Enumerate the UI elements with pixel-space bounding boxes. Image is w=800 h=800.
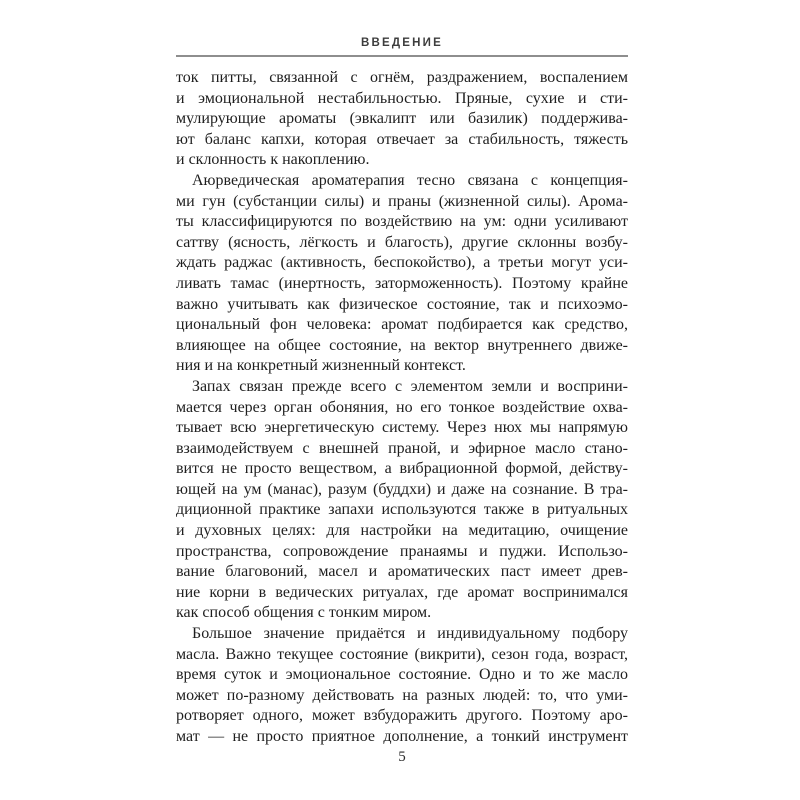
text-line: ющей на ум (манас), разум (буддхи) и даже на сознание. В тра- bbox=[176, 480, 628, 498]
running-head: ВВЕДЕНИЕ bbox=[361, 37, 443, 49]
text-line: время суток и эмоциональное состояние. Одно и то же масло bbox=[176, 666, 628, 684]
text-line: вание благовоний, масел и ароматических паст имеет древ- bbox=[176, 563, 628, 581]
text-line: саттву (ясность, лёгкость и благость), другие склонны возбу- bbox=[176, 233, 628, 251]
text-line: тывает всю энергетическую систему. Через нюх мы напрямую bbox=[176, 419, 628, 437]
text-line: ют баланс капхи, которая отвечает за стабильность, тяжесть bbox=[176, 130, 628, 148]
text-line: пространства, сопровождение пранаямы и пуджи. Использо- bbox=[176, 542, 628, 560]
text-line: ливать тамас (инертность, заторможенность). Поэтому крайне bbox=[176, 274, 628, 292]
text-line: диционной практике запахи используются также в ритуальных bbox=[176, 501, 628, 519]
text-line: вится не просто веществом, а вибрационной формой, действу- bbox=[176, 460, 628, 478]
text-line: как способ общения с тонким миром. bbox=[176, 604, 432, 622]
text-line: Запах связан прежде всего с элементом земли и восприни- bbox=[192, 377, 628, 395]
text-line: мат — не просто приятное дополнение, а тонкий инструмент bbox=[176, 728, 628, 745]
paragraph bbox=[176, 171, 628, 377]
paragraph bbox=[176, 377, 628, 624]
text-line: и склонность к накоплению. bbox=[176, 151, 370, 169]
body-text bbox=[176, 68, 628, 748]
text-line: ние корни в ведических ритуалах, где аромат воспринимался bbox=[176, 583, 628, 601]
header-rule bbox=[176, 55, 628, 57]
text-line: ми гун (субстанции силы) и праны (жизненной силы). Арома- bbox=[176, 192, 628, 210]
text-line: Аюрведическая ароматерапия тесно связана с концепция- bbox=[192, 171, 628, 189]
text-line: взаимодействуем с внешней праной, и эфирное масло стано- bbox=[176, 439, 628, 457]
text-line: важно учитывать как физическое состояние, так и психоэмо- bbox=[176, 295, 628, 313]
paragraph bbox=[176, 624, 628, 748]
text-line: мулирующие ароматы (эвкалипт или базилик) поддержива- bbox=[176, 110, 628, 128]
text-line: ток питты, связанной с огнём, раздражением, воспалением bbox=[176, 69, 628, 86]
text-line: может по-разному действовать на разных людей: то, что уми- bbox=[176, 686, 628, 704]
text-column bbox=[176, 37, 628, 748]
text-line: циональный фон человека: аромат подбирается как средство, bbox=[176, 316, 628, 334]
text-line: влияющее на общее состояние, на вектор внутреннего движе- bbox=[176, 336, 628, 354]
paragraph bbox=[176, 68, 628, 171]
text-line: ния и на конкретный жизненный контекст. bbox=[176, 357, 466, 375]
text-line: ротворяет одного, может взбудоражить другого. Поэтому аро- bbox=[176, 707, 628, 725]
text-line: и духовных целях: для настройки на медитацию, очищение bbox=[176, 522, 628, 540]
text-line: ты классифицируются по воздействию на ум: одни усиливают bbox=[176, 213, 628, 231]
text-line: Большое значение придаётся и индивидуальному подбору bbox=[192, 625, 628, 643]
page-number: 5 bbox=[398, 749, 406, 765]
text-line: и эмоциональной нестабильностью. Пряные, сухие и сти- bbox=[176, 89, 628, 107]
text-line: мается через орган обоняния, но его тонкое воздействие охва- bbox=[176, 398, 628, 416]
text-line: масла. Важно текущее состояние (викрити), сезон года, возраст, bbox=[176, 645, 628, 663]
text-line: ждать раджас (активность, беспокойство), а третьи могут уси- bbox=[176, 254, 628, 272]
